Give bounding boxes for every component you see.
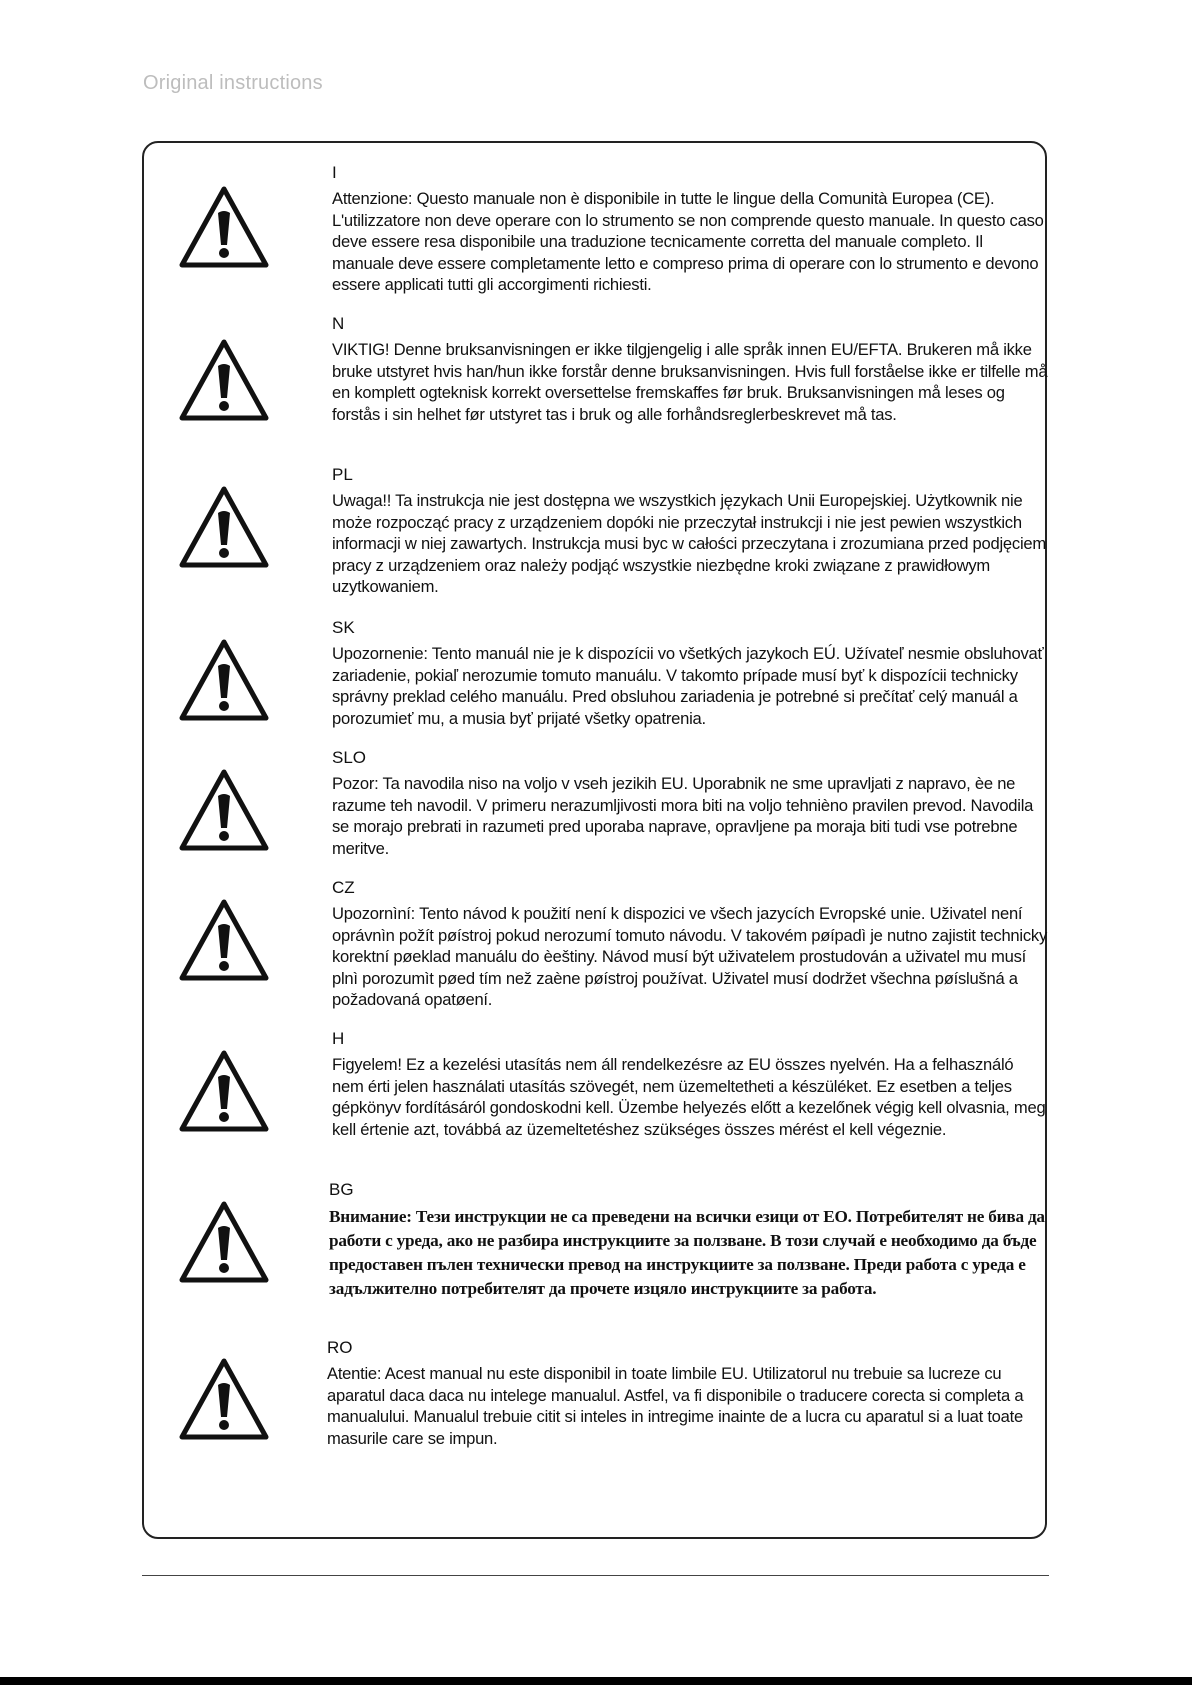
- warning-text: Pozor: Ta navodila niso na voljo v vseh jezikih EU. Uporabnik ne sme upravljati z napravo, èe ne razume teh navodil. V primeru nerazumljivosti mora biti na voljo tehnièno pravilen prevod. Navodila se morajo prebrati in razumeti pred uporaba naprave, opravljene pa moraja biti tudi vse potrebne meritve.: [332, 774, 1034, 858]
- warning-text: Upozornìní: Tento návod k použití není k dispozici ve všech jazycích Evropské unie. Uživatel není oprávnìn požít pøístroj pokud nerozumí tomuto návodu. V takovém pøípadì je nutno zajistit technicky korektní pøeklad manuálu do èeštiny. Návod musí být uživatelem prostudován a uživatel mu musí plnì porozumìt pøed tím než zaène pøístroj používat. Uživatel musí dodržet všechna pøíslušná a požadovaná opatøení.: [332, 904, 1047, 1009]
- language-code: SLO: [332, 748, 367, 767]
- warning-text: Uwaga!! Ta instrukcja nie jest dostępna we wszystkich językach Unii Europejskiej. Użytkownik nie może rozpocząć pracy z urządzeniem dopóki nie przeczytał instrukcji i nie jest pewien wszystkich informacji w niej zawartych. Instrukcja musi byc w całości przeczytana i zrozumiana przed podjęciem pracy z urządzeniem oraz należy podjąć wszystkie niezbędne kroki związane z prawidłowym uzytkowaniem.: [332, 491, 1046, 596]
- warning-text: Upozornenie: Tento manuál nie je k dispozícii vo všetkých jazykoch EÚ. Užívateľ nesmie obsluhovať zariadenie, pokiaľ nerozumie tomuto manuálu. V takomto prípade musí byť k dispozícii technicky správny preklad celého manuálu. Pred obsluhou zariadenia je potrebné si prečítať celý manuál a porozumieť mu, a musia byť prijaté všetky opatrenia.: [332, 644, 1044, 728]
- warning-triangle-icon: [178, 898, 270, 982]
- page-bottom-edge: [0, 1677, 1192, 1685]
- warning-triangle-icon: [178, 185, 270, 269]
- language-code: BG: [329, 1180, 354, 1199]
- warning-triangle-icon: [178, 1049, 270, 1133]
- language-code: PL: [332, 465, 353, 484]
- warning-triangle-icon: [178, 485, 270, 569]
- warning-text: Attenzione: Questo manuale non è disponibile in tutte le lingue della Comunità Europea (CE). L'utilizzatore non deve operare con lo strumento se non comprende questo manuale. In questo caso deve essere resa disponibile una traduzione tecnicamente corretta del manuale completo. Il manuale deve essere completamente letto e compreso prima di operare con lo strumento e devono essere applicati tutti gli accorgimenti richiesti.: [332, 189, 1044, 294]
- language-code: CZ: [332, 878, 355, 897]
- warning-text: Figyelem! Ez a kezelési utasítás nem áll rendelkezésre az EU összes nyelvén. Ha a felhasználó nem érti jelen használati utasítás szövegét, nem üzemeltetheti a készüléket. Ez esetben a teljes gépkönyv fordításáról gondoskodni kell. Üzembe helyezés előtt a kezelőnek végig kell olvasnia, meg kell értenie azt, továbbá az üzemeltetéshez szükséges összes mérést el kell végeznie.: [332, 1055, 1046, 1139]
- language-code: H: [332, 1029, 345, 1048]
- warning-text: Atentie: Acest manual nu este disponibil in toate limbile EU. Utilizatorul nu trebuie sa lucreze cu aparatul daca daca nu intelege manualul. Astfel, va fi disponibile o traducere corecta si completa a manualului. Manualul trebuie citit si inteles in intregime inainte de a lucra cu aparatul si a luat toate masurile care se impun.: [327, 1364, 1024, 1448]
- language-code: RO: [327, 1338, 353, 1357]
- warning-triangle-icon: [178, 1200, 270, 1284]
- language-code: N: [332, 314, 345, 333]
- header-label: Original instructions: [143, 72, 323, 94]
- warning-triangle-icon: [178, 1357, 270, 1441]
- warning-triangle-icon: [178, 638, 270, 722]
- language-code: I: [332, 163, 337, 182]
- language-code: SK: [332, 618, 355, 637]
- warning-text: Внимание: Тези инструкции не са преведени на всички езици от ЕО. Потребителят не бива да работи с уреда, ако не разбира инструкциите за ползване. В този случай е необходимо да бъде предоставен пълен технически превод на инструкциите за ползване. Преди работа с уреда е задължително потребителят да прочете изцяло инструкциите за работа.: [329, 1207, 1045, 1298]
- footer-rule: [142, 1575, 1049, 1576]
- warning-triangle-icon: [178, 768, 270, 852]
- warning-text: VIKTIG! Denne bruksanvisningen er ikke tilgjengelig i alle språk innen EU/EFTA. Brukeren må ikke bruke utstyret hvis han/hun ikke forstår denne bruksanvisningen. Hvis full forståelse ikke er tilfelle må en komplett ogteknisk korrekt oversettelse fremskaffes før bruk. Bruksanvisningen må leses og forstås i sin helhet før utstyret tas i bruk og alle forhåndsreglerbeskrevet må tas.: [332, 340, 1048, 424]
- warning-triangle-icon: [178, 338, 270, 422]
